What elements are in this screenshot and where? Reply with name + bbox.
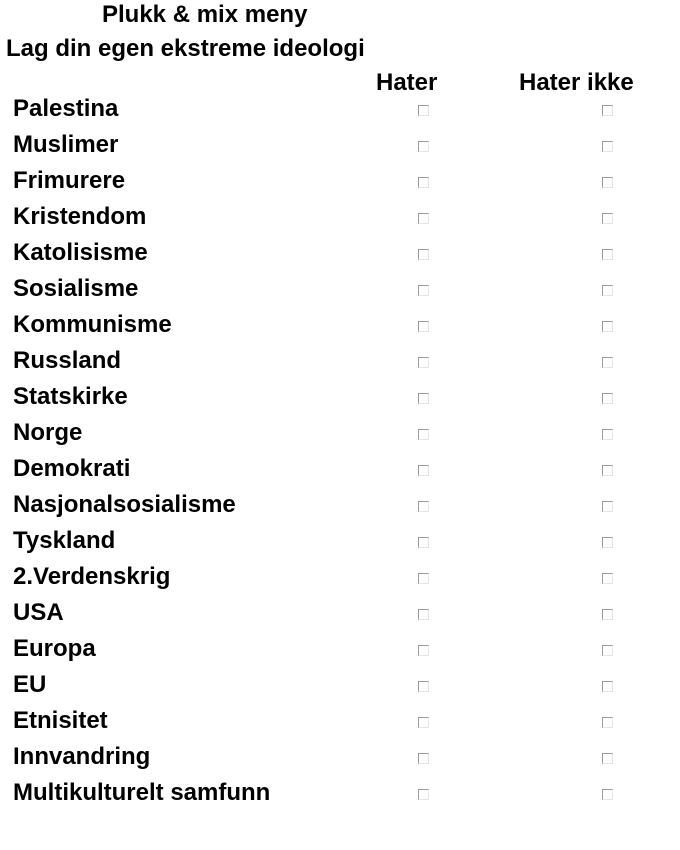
hater-ikke-checkbox[interactable] bbox=[602, 465, 613, 476]
item-label: Kommunisme bbox=[13, 311, 172, 338]
hater-ikke-checkbox[interactable] bbox=[602, 789, 613, 800]
hater-ikke-checkbox[interactable] bbox=[602, 609, 613, 620]
page-title: Plukk & mix meny bbox=[102, 1, 308, 28]
list-item bbox=[0, 632, 680, 668]
list-item bbox=[0, 344, 680, 380]
hater-ikke-checkbox[interactable] bbox=[602, 537, 613, 548]
item-label: Europa bbox=[13, 635, 96, 662]
list-item bbox=[0, 272, 680, 308]
hater-ikke-checkbox[interactable] bbox=[602, 753, 613, 764]
item-label: Etnisitet bbox=[13, 707, 108, 734]
list-item bbox=[0, 416, 680, 452]
list-item bbox=[0, 200, 680, 236]
item-label: Kristendom bbox=[13, 203, 147, 230]
hater-checkbox[interactable] bbox=[418, 645, 429, 656]
hater-ikke-checkbox[interactable] bbox=[602, 285, 613, 296]
list-item bbox=[0, 488, 680, 524]
page-subtitle: Lag din egen ekstreme ideologi bbox=[6, 35, 365, 62]
list-item bbox=[0, 704, 680, 740]
hater-checkbox[interactable] bbox=[418, 717, 429, 728]
hater-ikke-checkbox[interactable] bbox=[602, 249, 613, 260]
hater-ikke-checkbox[interactable] bbox=[602, 717, 613, 728]
hater-ikke-checkbox[interactable] bbox=[602, 429, 613, 440]
hater-checkbox[interactable] bbox=[418, 609, 429, 620]
list-item bbox=[0, 236, 680, 272]
hater-ikke-checkbox[interactable] bbox=[602, 681, 613, 692]
hater-ikke-checkbox[interactable] bbox=[602, 393, 613, 404]
hater-checkbox[interactable] bbox=[418, 681, 429, 692]
hater-checkbox[interactable] bbox=[418, 105, 429, 116]
hater-checkbox[interactable] bbox=[418, 213, 429, 224]
hater-ikke-checkbox[interactable] bbox=[602, 357, 613, 368]
item-label: 2.Verdenskrig bbox=[13, 563, 171, 590]
item-label: Norge bbox=[13, 419, 83, 446]
list-item bbox=[0, 740, 680, 776]
list-item bbox=[0, 776, 680, 812]
list-item bbox=[0, 380, 680, 416]
hater-checkbox[interactable] bbox=[418, 789, 429, 800]
hater-ikke-checkbox[interactable] bbox=[602, 573, 613, 584]
list-item bbox=[0, 596, 680, 632]
item-label: USA bbox=[13, 599, 64, 626]
hater-ikke-checkbox[interactable] bbox=[602, 501, 613, 512]
hater-ikke-checkbox[interactable] bbox=[602, 177, 613, 188]
item-label: Nasjonalsosialisme bbox=[13, 491, 236, 518]
ideology-list bbox=[0, 92, 680, 812]
hater-checkbox[interactable] bbox=[418, 429, 429, 440]
item-label: Russland bbox=[13, 347, 122, 374]
list-item bbox=[0, 668, 680, 704]
hater-ikke-checkbox[interactable] bbox=[602, 321, 613, 332]
item-label: EU bbox=[13, 671, 47, 698]
hater-checkbox[interactable] bbox=[418, 357, 429, 368]
hater-checkbox[interactable] bbox=[418, 285, 429, 296]
item-label: Sosialisme bbox=[13, 275, 139, 302]
hater-ikke-checkbox[interactable] bbox=[602, 105, 613, 116]
list-item bbox=[0, 92, 680, 128]
item-label: Katolisisme bbox=[13, 239, 148, 266]
hater-checkbox[interactable] bbox=[418, 501, 429, 512]
item-label: Muslimer bbox=[13, 131, 119, 158]
list-item bbox=[0, 128, 680, 164]
hater-checkbox[interactable] bbox=[418, 753, 429, 764]
list-item bbox=[0, 452, 680, 488]
list-item bbox=[0, 560, 680, 596]
item-label: Frimurere bbox=[13, 167, 126, 194]
list-item bbox=[0, 524, 680, 560]
item-label: Statskirke bbox=[13, 383, 128, 410]
hater-checkbox[interactable] bbox=[418, 177, 429, 188]
item-label: Innvandring bbox=[13, 743, 151, 770]
hater-ikke-checkbox[interactable] bbox=[602, 141, 613, 152]
list-item bbox=[0, 164, 680, 200]
hater-checkbox[interactable] bbox=[418, 321, 429, 332]
list-item bbox=[0, 308, 680, 344]
hater-checkbox[interactable] bbox=[418, 393, 429, 404]
item-label: Multikulturelt samfunn bbox=[13, 779, 271, 806]
item-label: Palestina bbox=[13, 95, 119, 122]
hater-checkbox[interactable] bbox=[418, 573, 429, 584]
hater-checkbox[interactable] bbox=[418, 249, 429, 260]
hater-checkbox[interactable] bbox=[418, 537, 429, 548]
item-label: Demokrati bbox=[13, 455, 131, 482]
hater-checkbox[interactable] bbox=[418, 141, 429, 152]
hater-ikke-checkbox[interactable] bbox=[602, 213, 613, 224]
item-label: Tyskland bbox=[13, 527, 116, 554]
column-header-hater: Hater bbox=[376, 69, 438, 96]
hater-checkbox[interactable] bbox=[418, 465, 429, 476]
hater-ikke-checkbox[interactable] bbox=[602, 645, 613, 656]
column-header-hater-ikke: Hater ikke bbox=[519, 69, 634, 96]
